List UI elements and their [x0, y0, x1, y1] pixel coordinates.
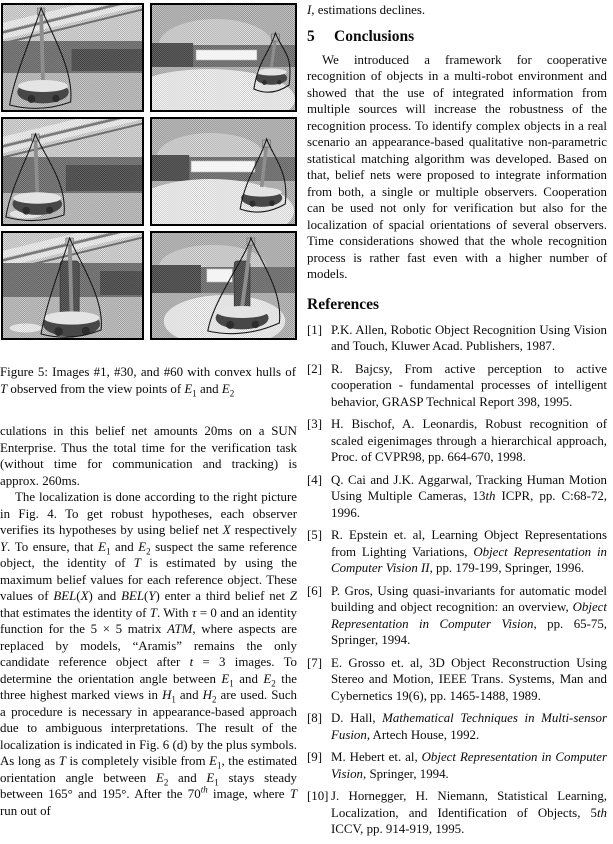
carryover-line: I, estimations declines.: [307, 3, 426, 17]
reference-label: [2]: [307, 361, 323, 376]
figure-panel-image-30-view-E1: [1, 117, 144, 226]
section-number: 5: [307, 27, 315, 45]
section-title: Conclusions: [334, 27, 415, 45]
conclusions-paragraph: We introduced a framework for cooperative recognition of objects in a multi-robot environment and showed that the use of integrated information from multiple sources will increase the robustness of the recognition process. To identify complex objects in a real scenario an appearance-based qualitative non-parametric statistical matching algorithm was developed. Based on that, belief nets were proposed to integrate information from both, a single or multiple observers. Cooperation can be used not only for verification but also for the localization of spacial orientations of several observers. Time considerations showed that the whole recognition process is rather fast even with a higher number of models.: [307, 52, 607, 281]
left-column: [0, 0, 297, 819]
right-column: [307, 2, 607, 844]
reference-text: D. Hall, Mathematical Techniques in Multi-sensor Fusion, Artech House, 1992.: [331, 711, 607, 742]
figure-5-caption: Figure 5: Images #1, #30, and #60 with convex hulls of T observed from the view points of $E_1$ and $E_2$: [0, 365, 296, 399]
reference-text: R. Epstein et. al, Learning Object Representations from Lighting Variations, Object Representation in Computer Vision II, pp. 179-199, Springer, 1996.: [331, 528, 607, 575]
reference-text: Q. Cai and J.K. Aggarwal, Tracking Human Motion Using Multiple Cameras, 13th ICPR, pp. C:68-72, 1996.: [331, 472, 607, 520]
reference-item: [307, 472, 607, 522]
figure-5-image-grid: [1, 3, 297, 340]
references-heading: References: [307, 295, 380, 313]
references-list: [307, 322, 607, 838]
reference-item: [307, 527, 607, 577]
conclusions-heading: [307, 28, 607, 46]
reference-label: [7]: [307, 655, 323, 670]
reference-text: J. Hornegger, H. Niemann, Statistical Learning, Localization, and Identification of Objects, 5th ICCV, pp. 914-919, 1995.: [331, 789, 607, 836]
reference-item: [307, 361, 607, 411]
reference-label: [4]: [307, 472, 323, 487]
body-paragraph-continuation: culations in this belief net amounts 20ms on a SUN Enterprise. Thus the total time for the verification task (without time for communication and tracking) is approx. 260ms.: [0, 424, 297, 488]
reference-item: [307, 322, 607, 355]
reference-label: [5]: [307, 528, 323, 542]
figure-panel-image-60-view-E1: [1, 231, 144, 340]
reference-text: E. Grosso et. al, 3D Object Reconstruction Using Stereo and Motion, IEEE Trans. Systems, Man and Cybernetics 19(6), pp. 1465-1488, 1989.: [331, 655, 607, 703]
reference-item: [307, 749, 607, 782]
reference-item: [307, 583, 607, 649]
reference-text: M. Hebert et. al, Object Representation in Computer Vision, Springer, 1994.: [331, 750, 607, 781]
figure-panel-image-60-view-E2: [150, 231, 297, 340]
reference-label: [3]: [307, 417, 323, 431]
reference-label: [1]: [307, 322, 323, 337]
reference-text: H. Bischof, A. Leonardis, Robust recognition of scaled eigenimages through a hierarchical approach, Proc. of CVPR98, pp. 664-670, 1998.: [331, 417, 607, 464]
reference-item: [307, 416, 607, 466]
reference-text: P. Gros, Using quasi-invariants for automatic model building and object recognition: an overview, Object Representation in Computer Vision, pp. 65-75, Springer, 1994.: [331, 583, 608, 647]
reference-text: R. Bajcsy, From active perception to active cooperation - fundamental processes of intelligent behavior, GRASP Technical Report 398, 1995.: [331, 361, 607, 409]
reference-item: [307, 655, 607, 705]
reference-label: [8]: [307, 711, 323, 725]
reference-label: [6]: [307, 583, 323, 598]
body-paragraph-localization: The localization is done according to the right picture in Fig. 4. To get robust hypotheses, each observer verifies its hypotheses by using belief net X respectively Y. To ensure, that $E_1$ and $E_2$ suspect the same reference object, the identity of T is estimated by using the maximum belief values for each reference object. These values of BEL(X) and BEL(Y) enter a third belief net Z that estimates the identity of T. With τ = 0 and an identity function for the 5 × 5 matrix ATM, where aspects are replaced by models, “Aramis” remains the only candidate reference object after t = 3 images. To determine the orientation angle between $E_1$ and $E_2$ the three highest marked views in $H_1$ and $H_2$ are used. Such a procedure is necessary in appearance-based approach due to ambiguous interpretations. The result of the localization is indicated in Fig. 6 (d) by the plus symbols. As long as T is completely visible from $E_1$, the estimated orientation angle between $E_2$ and $E_1$ stays steady between 165° and 195°. After the 70th image, where T run out of: [0, 490, 298, 818]
figure-panel-image-1-view-E2: [150, 3, 297, 112]
reference-item: [307, 788, 607, 838]
reference-text: P.K. Allen, Robotic Object Recognition Using Vision and Touch, Kluwer Acad. Publishers, 1987.: [331, 322, 607, 353]
reference-label: [9]: [307, 750, 323, 764]
figure-panel-image-30-view-E2: [150, 117, 297, 226]
reference-label: [10]: [307, 789, 329, 803]
reference-item: [307, 710, 607, 743]
figure-panel-image-1-view-E1: [1, 3, 144, 112]
